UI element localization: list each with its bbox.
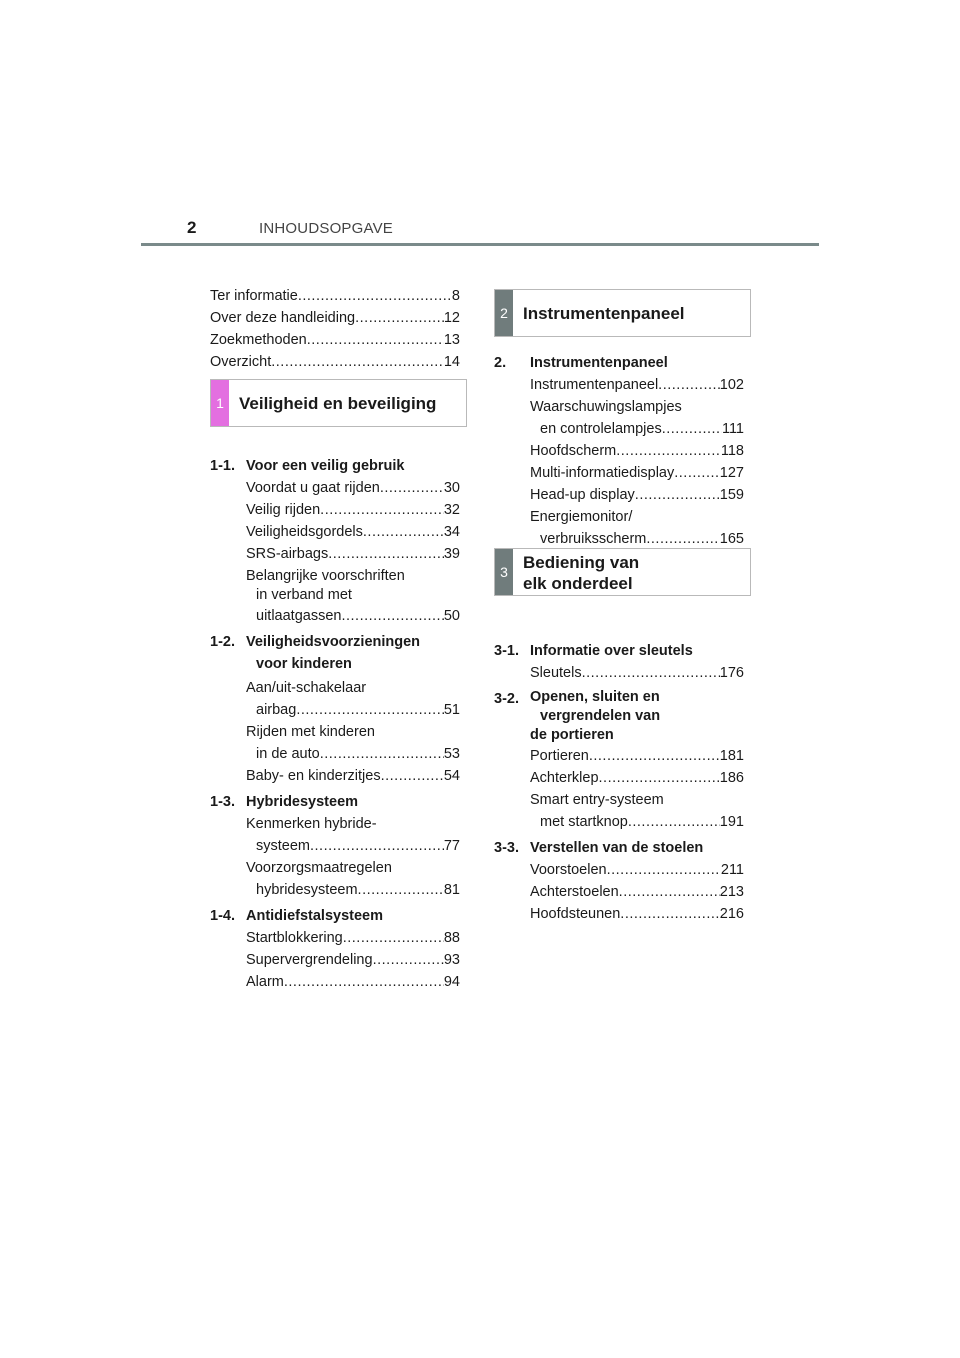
toc-entry[interactable]: Overzicht ..... 14 [210,351,460,373]
section-heading: 1-2. Veiligheidsvoorzieningen voor kinderen [210,634,421,672]
toc-entry[interactable]: Portieren ..... 181 [530,745,744,767]
toc-entry[interactable]: Kenmerken hybride- [246,816,377,832]
toc-entry[interactable]: Veiligheidsgordels ..... 34 [246,521,460,543]
toc-entry[interactable]: Instrumentenpaneel ..... 102 [530,374,744,396]
section-heading: 3-2. Openen, sluiten en vergrendelen van de portieren [494,689,661,743]
toc-entry-cont[interactable]: hybridesysteem ..... 81 [246,879,460,901]
toc-entry[interactable]: Alarm ..... 94 [246,971,460,993]
toc-entry-cont[interactable]: in de auto ..... 53 [246,743,460,765]
toc-entry[interactable]: Voorstoelen ..... 211 [530,859,744,881]
section-heading: 1-4. Antidiefstalsysteem [210,908,383,924]
page-number: 2 [187,218,197,237]
toc-entry[interactable]: Rijden met kinderen [246,724,375,740]
section-heading: 1-3. Hybridesysteem [210,794,359,810]
header-title: INHOUDSOPGAVE [259,220,394,237]
toc-entry-cont[interactable]: uitlaatgassen ..... 50 [246,605,460,627]
section-heading: 3-3. Verstellen van de stoelen [494,840,704,856]
toc-entry[interactable]: Voordat u gaat rijden ..... 30 [246,477,460,499]
chapter-title: Bediening van elk onderdeel [523,553,640,593]
toc-entry[interactable]: Head-up display ..... 159 [530,484,744,506]
chapter-tab: 3 [495,549,513,595]
toc-entry[interactable]: Startblokkering ..... 88 [246,927,460,949]
page-header [141,214,819,246]
toc-entry[interactable]: Supervergrendeling ..... 93 [246,949,460,971]
toc-entry-cont[interactable]: en controlelampjes ..... 111 [530,418,744,440]
toc-entry[interactable]: Waarschuwingslampjes [530,399,682,415]
toc-entry-cont[interactable]: met startknop ..... 191 [530,811,744,833]
toc-entry[interactable]: Aan/uit-schakelaar [246,680,367,696]
chapter-tab: 1 [211,380,229,426]
toc-entry[interactable]: Baby- en kinderzitjes ..... 54 [246,765,460,787]
chapter-2-header[interactable] [494,289,751,337]
toc-entry[interactable]: Hoofdsteunen ..... 216 [530,903,744,925]
section-heading: 3-1. Informatie over sleutels [494,643,693,659]
section-heading: 1-1. Voor een veilig gebruik [210,458,405,474]
section-heading: 2. Instrumentenpaneel [494,355,668,371]
toc-entry[interactable]: Smart entry-systeem [530,792,664,808]
chapter-3-header[interactable] [494,548,751,596]
toc-entry[interactable]: Veilig rijden ..... 32 [246,499,460,521]
toc-entry[interactable]: Voorzorgsmaatregelen [246,860,392,876]
toc-entry[interactable]: SRS-airbags ..... 39 [246,543,460,565]
toc-entry[interactable]: Multi-informatiedisplay ..... 127 [530,462,744,484]
chapter-tab: 2 [495,290,513,336]
toc-entry[interactable]: Achterstoelen ..... 213 [530,881,744,903]
toc-entry[interactable]: Achterklep ..... 186 [530,767,744,789]
toc-entry[interactable]: Energiemonitor/ [530,509,633,525]
toc-entry-cont[interactable]: systeem ..... 77 [246,835,460,857]
header-rule [141,243,819,246]
toc-entry[interactable]: Hoofdscherm ..... 118 [530,440,744,462]
toc-right-column [494,352,744,925]
chapter-1-header[interactable] [210,379,467,427]
toc-entry-cont[interactable]: verbruiksscherm ..... 165 [530,528,744,550]
toc-entry-cont[interactable]: airbag ..... 51 [246,699,460,721]
toc-entry[interactable]: Sleutels ..... 176 [530,662,744,684]
toc-entry[interactable]: Belangrijke voorschriften in verband met [246,568,405,603]
toc-entry[interactable]: Over deze handleiding ..... 12 [210,307,460,329]
chapter-title: Veiligheid en beveiliging [239,394,437,413]
toc-entry[interactable]: Zoekmethoden ..... 13 [210,329,460,351]
toc-entry[interactable]: Ter informatie ..... 8 [210,285,460,307]
chapter-title: Instrumentenpaneel [523,304,685,323]
